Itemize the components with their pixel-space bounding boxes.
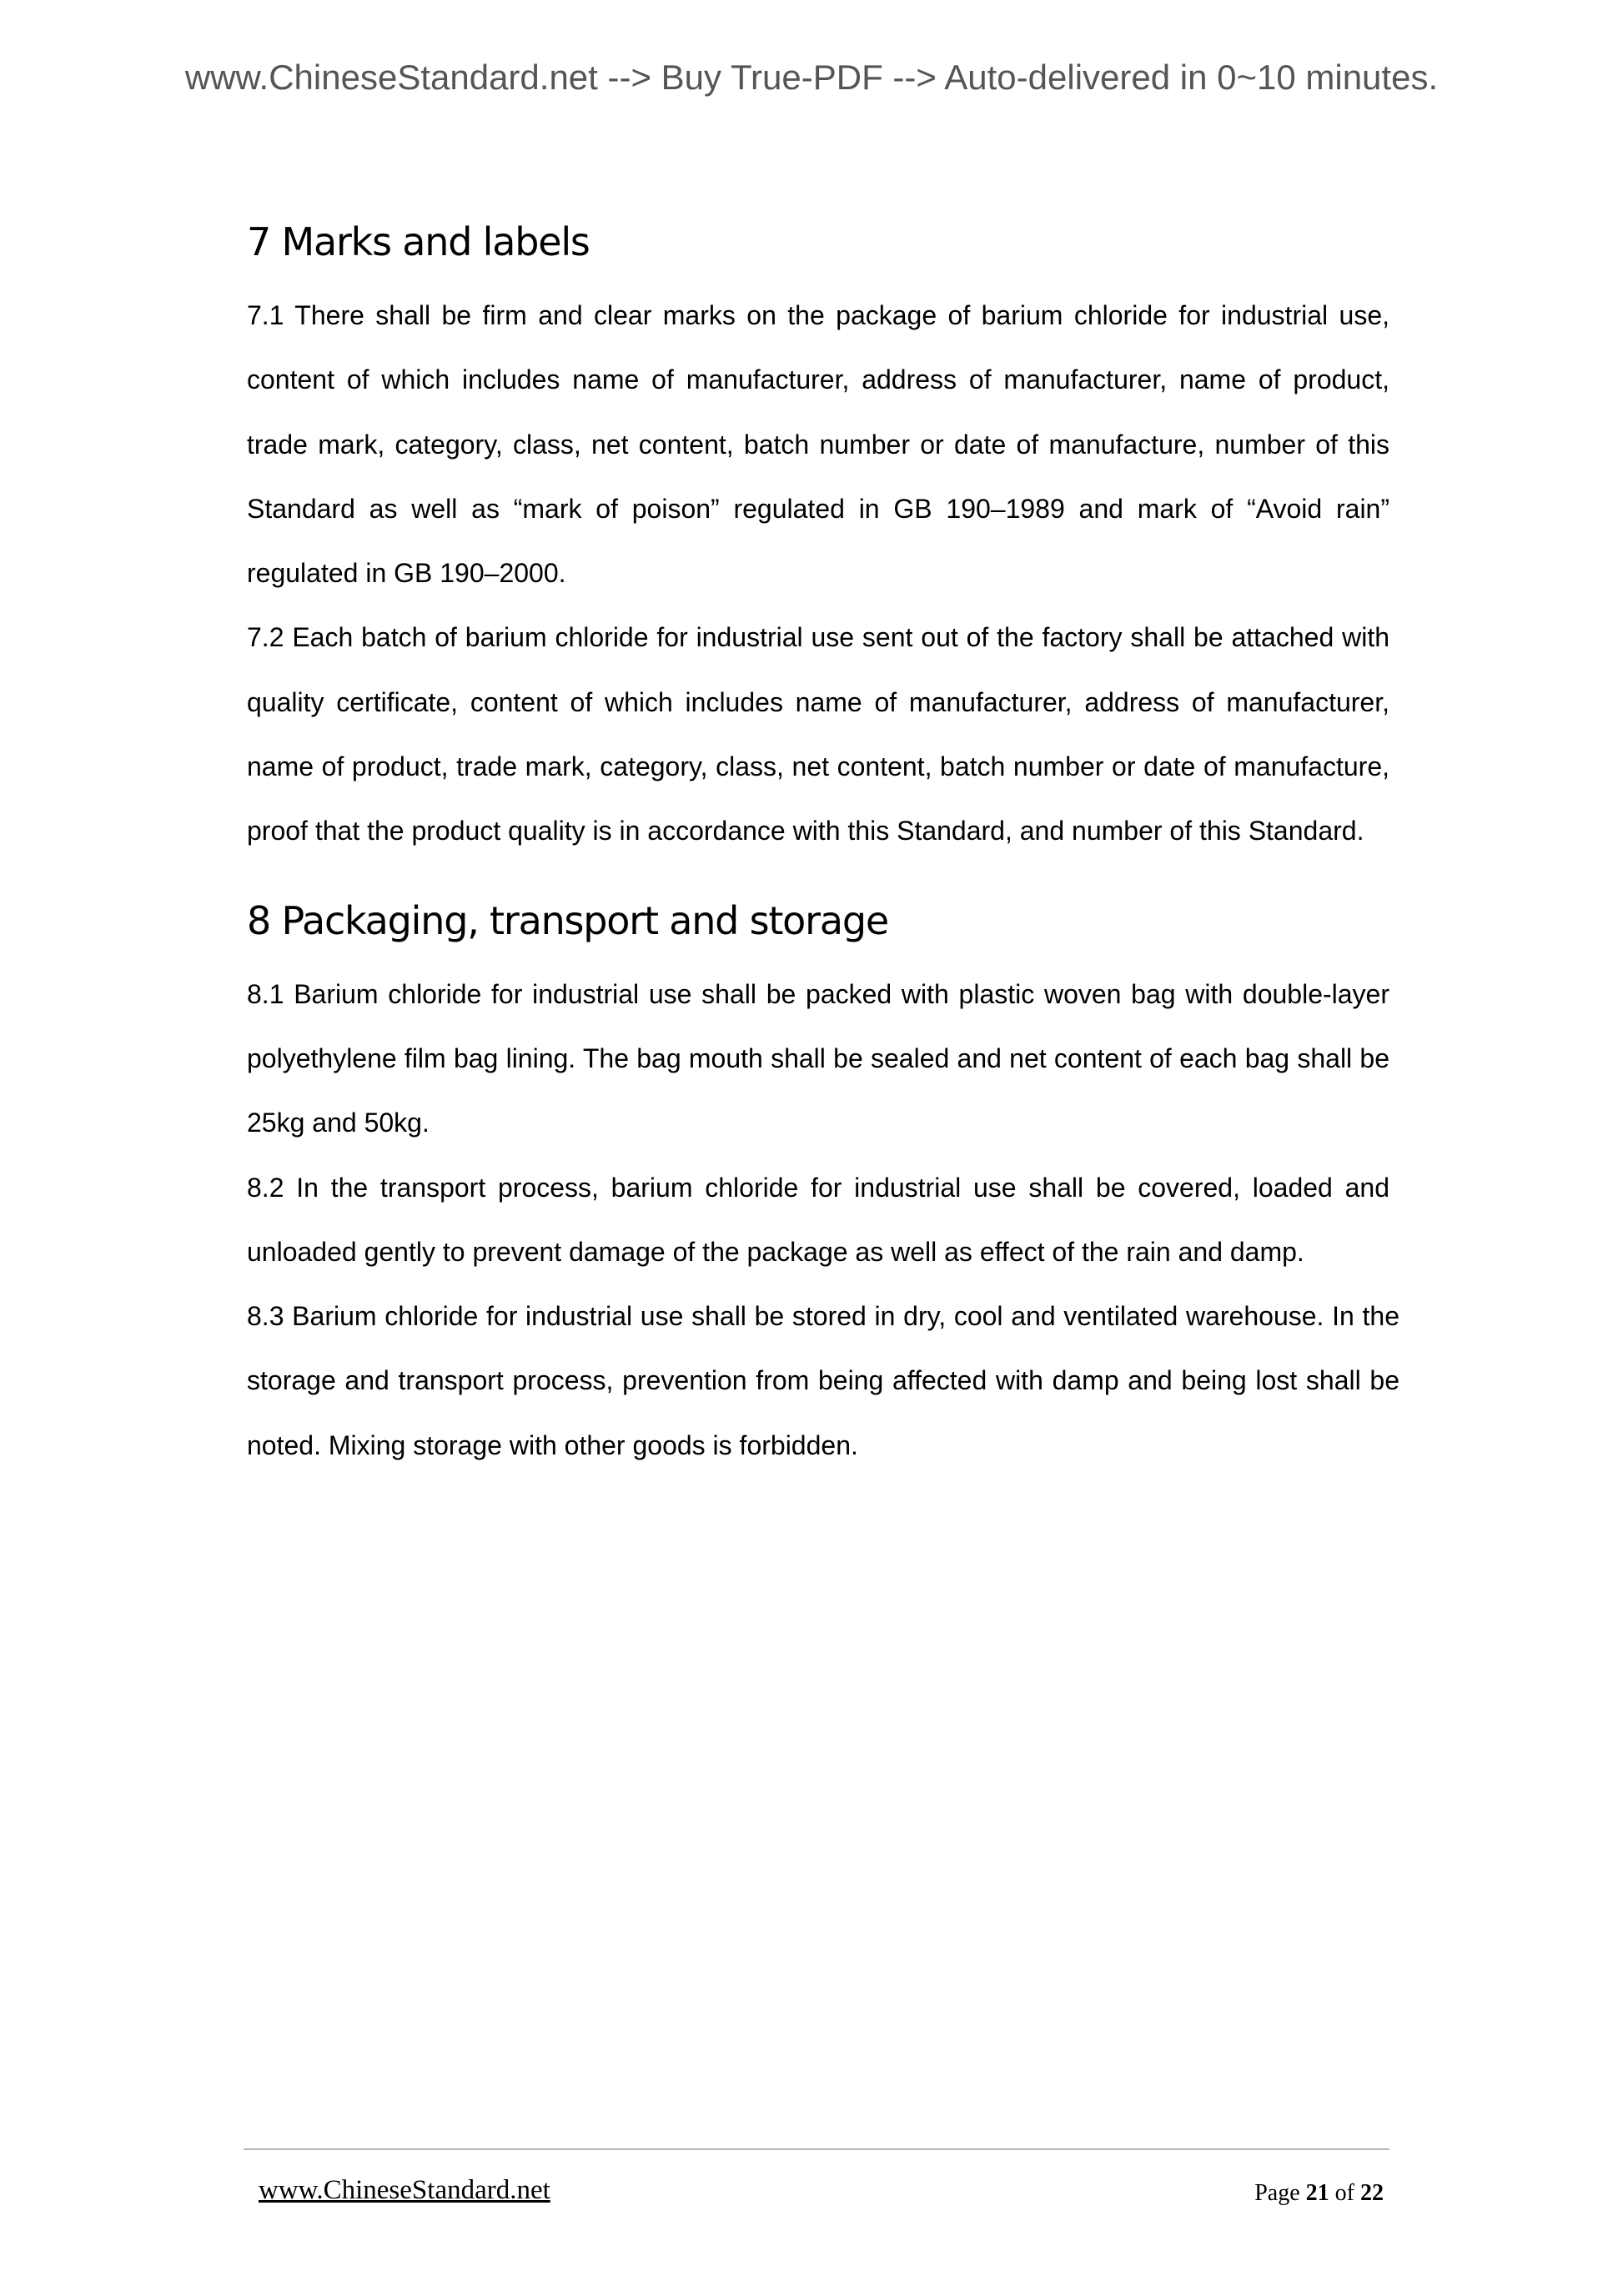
paragraph-7-2: 7.2 Each batch of barium chloride for industrial use sent out of the factory shall be attached with quality certificate, content of which includes name of manufacturer, address of manufacturer, name of product, trade mark, category, class, net content, batch number or date of manufacture, proof that the product quality is in accordance with this Standard, and number of this Standard.: [247, 622, 1389, 847]
paragraph-8-3: 8.3 Barium chloride for industrial use shall be stored in dry, cool and ventilated warehouse. In the storage and transport process, prevention from being affected with damp and being lost shall be noted. Mixing storage with other goods is forbidden.: [247, 1301, 1399, 1460]
page-content: [247, 210, 1399, 1478]
page-label: Page: [1254, 2180, 1300, 2206]
paragraph-8-1: 8.1 Barium chloride for industrial use shall be packed with plastic woven bag with double-layer polyethylene film bag lining. The bag mouth shall be sealed and net content of each bag shall be 25kg and 50kg.: [247, 978, 1389, 1138]
section-7-heading: 7 Marks and labels: [247, 219, 590, 264]
section-8-heading: 8 Packaging, transport and storage: [247, 897, 888, 943]
paragraph-8-2: 8.2 In the transport process, barium chloride for industrial use shall be covered, loaded and unloaded gently to prevent damage of the package as well as effect of the rain and damp.: [247, 1172, 1389, 1267]
footer-website-link[interactable]: www.ChineseStandard.net: [259, 2175, 550, 2205]
page-total: 22: [1360, 2180, 1384, 2206]
footer-page-number: [1254, 2180, 1384, 2207]
footer-divider: [244, 2148, 1389, 2150]
header-banner[interactable]: www.ChineseStandard.net --> Buy True-PDF --> Auto-delivered in 0~10 minutes.: [184, 58, 1439, 97]
page-current: 21: [1305, 2180, 1329, 2206]
paragraph-7-1: 7.1 There shall be firm and clear marks on the package of barium chloride for industrial use, content of which includes name of manufacturer, address of manufacturer, name of product, trade mark, category, class, net content, batch number or date of manufacture, number of this Standard as well as “mark of poison” regulated in GB 190–1989 and mark of “Avoid rain” regulated in GB 190–2000.: [247, 300, 1389, 589]
page-of: of: [1334, 2180, 1354, 2206]
